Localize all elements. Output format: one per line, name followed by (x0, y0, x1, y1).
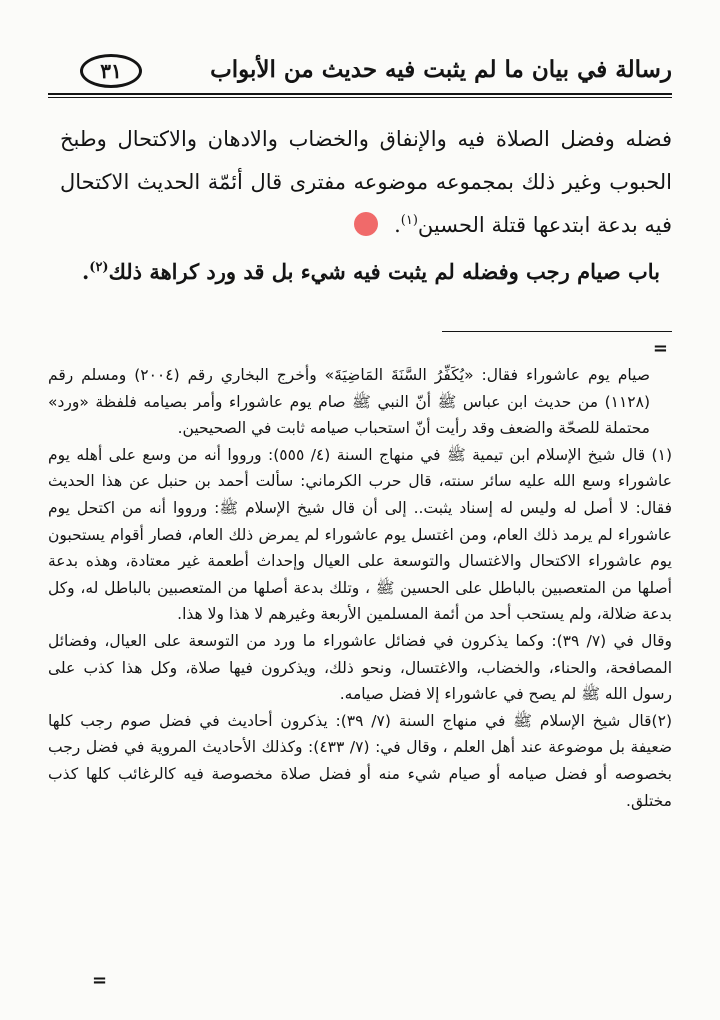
footnote-1: (١) قال شيخ الإسلام ابن تيمية ﷺ في منهاج السنة (٤/ ٥٥٥): ورووا أنه من وسع على أهله يوم عاشوراء وسع الله عليه سائر سنته، قال حرب الكرماني: سألت أحمد بن حنبل عن هذا الحديث فقال: لا أصل له وليس له إسناد يثبت.. إلى أن قال شيخ الإسلام ﷺ: ورووا أنه من اكتحل يوم عاشوراء لم يرمد ذلك العام، ومن اغتسل يوم عاشوراء لم يمرض ذلك العام، فصار أقوام يستحبون يوم عاشوراء الاكتحال والاغتسال والتوسعة على العيال وإحداث أطعمة غير معتادة، وهذه بدعة أصلها من المتعصبين بالباطل على الحسين ﷺ ، وتلك بدعة أصلها من المتعصبين بالباطل له، وكل بدعة ضلالة، ولم يستحب أحد من أئمة المسلمين الأربعة وغيرهم لا هذا ولا هذا. (48, 445, 672, 624)
footnotes (48, 362, 672, 814)
footnote-2: (٢)قال شيخ الإسلام ﷺ في منهاج السنة (٧/ ٣٩): يذكرون أحاديث في فضل صوم رجب كلها ضعيفة بل موضوعة عند أهل العلم ، وقال في: (٧/ ٤٣٣): وكذلك الأحاديث المروية في فضل رجب بخصوصه أو فضل صيامه أو صيام شيء منه أو فضل صلاة مخصوصة فيه كالرغائب كلها كذب مختلق. (48, 711, 672, 810)
footnote-divider (442, 331, 672, 332)
paragraph-text: فضله وفضل الصلاة فيه والإنفاق والخضاب والادهان والاكتحال وطبخ الحبوب وغير ذلك بمجموعه موضوعه مفترى قال أئمّة الحديث الاكتحال فيه بدعة ابتدعها قتلة الحسين (60, 127, 672, 237)
header-rule (48, 93, 672, 95)
chapter-heading (70, 252, 672, 292)
chapter-heading-end: . (81, 259, 90, 284)
footnote-ref-1[interactable]: (١) (400, 213, 418, 228)
header-title: رسالة في بيان ما لم يثبت فيه حديث من الأبواب (210, 56, 672, 83)
chapter-heading-text: باب صيام رجب وفضله لم يثبت فيه شيء بل قد ورد كراهة ذلك (108, 259, 661, 284)
footnote-continuation: صيام يوم عاشوراء فقال: «يُكَفِّرُ السَّنَةَ المَاضِيَةَ» وأخرج البخاري رقم (٢٠٠٤) ومسلم رقم (١١٢٨) من حديث ابن عباس ﷺ أنّ النبي ﷺ صام يوم عاشوراء وأمر بصيامه فلفظة «ورد» محتملة للصحّة والضعف وقد رأيت أنّ استحباب صيامه ثابت في الصحيحين. (48, 366, 650, 438)
footnote-1-continued: وقال في (٧/ ٣٩): وكما يذكرون في فضائل عاشوراء ما ورد من التوسعة على العيال، وفضائل المصافحة، والحناء، والخضاب، والاغتسال، ونحو ذلك، ويذكرون فيها صلاة، وكل هذا كذب على رسول الله ﷺ لم يصح في عاشوراء إلا فضل صيامه. (48, 631, 672, 704)
footnote-ref-2[interactable]: (٢) (89, 260, 109, 275)
running-header (80, 48, 672, 92)
page-number: ٣١ (80, 54, 142, 88)
red-marker-dot (354, 212, 378, 236)
continuation-mark-top: = (652, 338, 668, 359)
paragraph-end: . (394, 213, 401, 237)
header-rule-thin (48, 97, 672, 98)
continuation-mark-bottom: = (92, 970, 108, 991)
